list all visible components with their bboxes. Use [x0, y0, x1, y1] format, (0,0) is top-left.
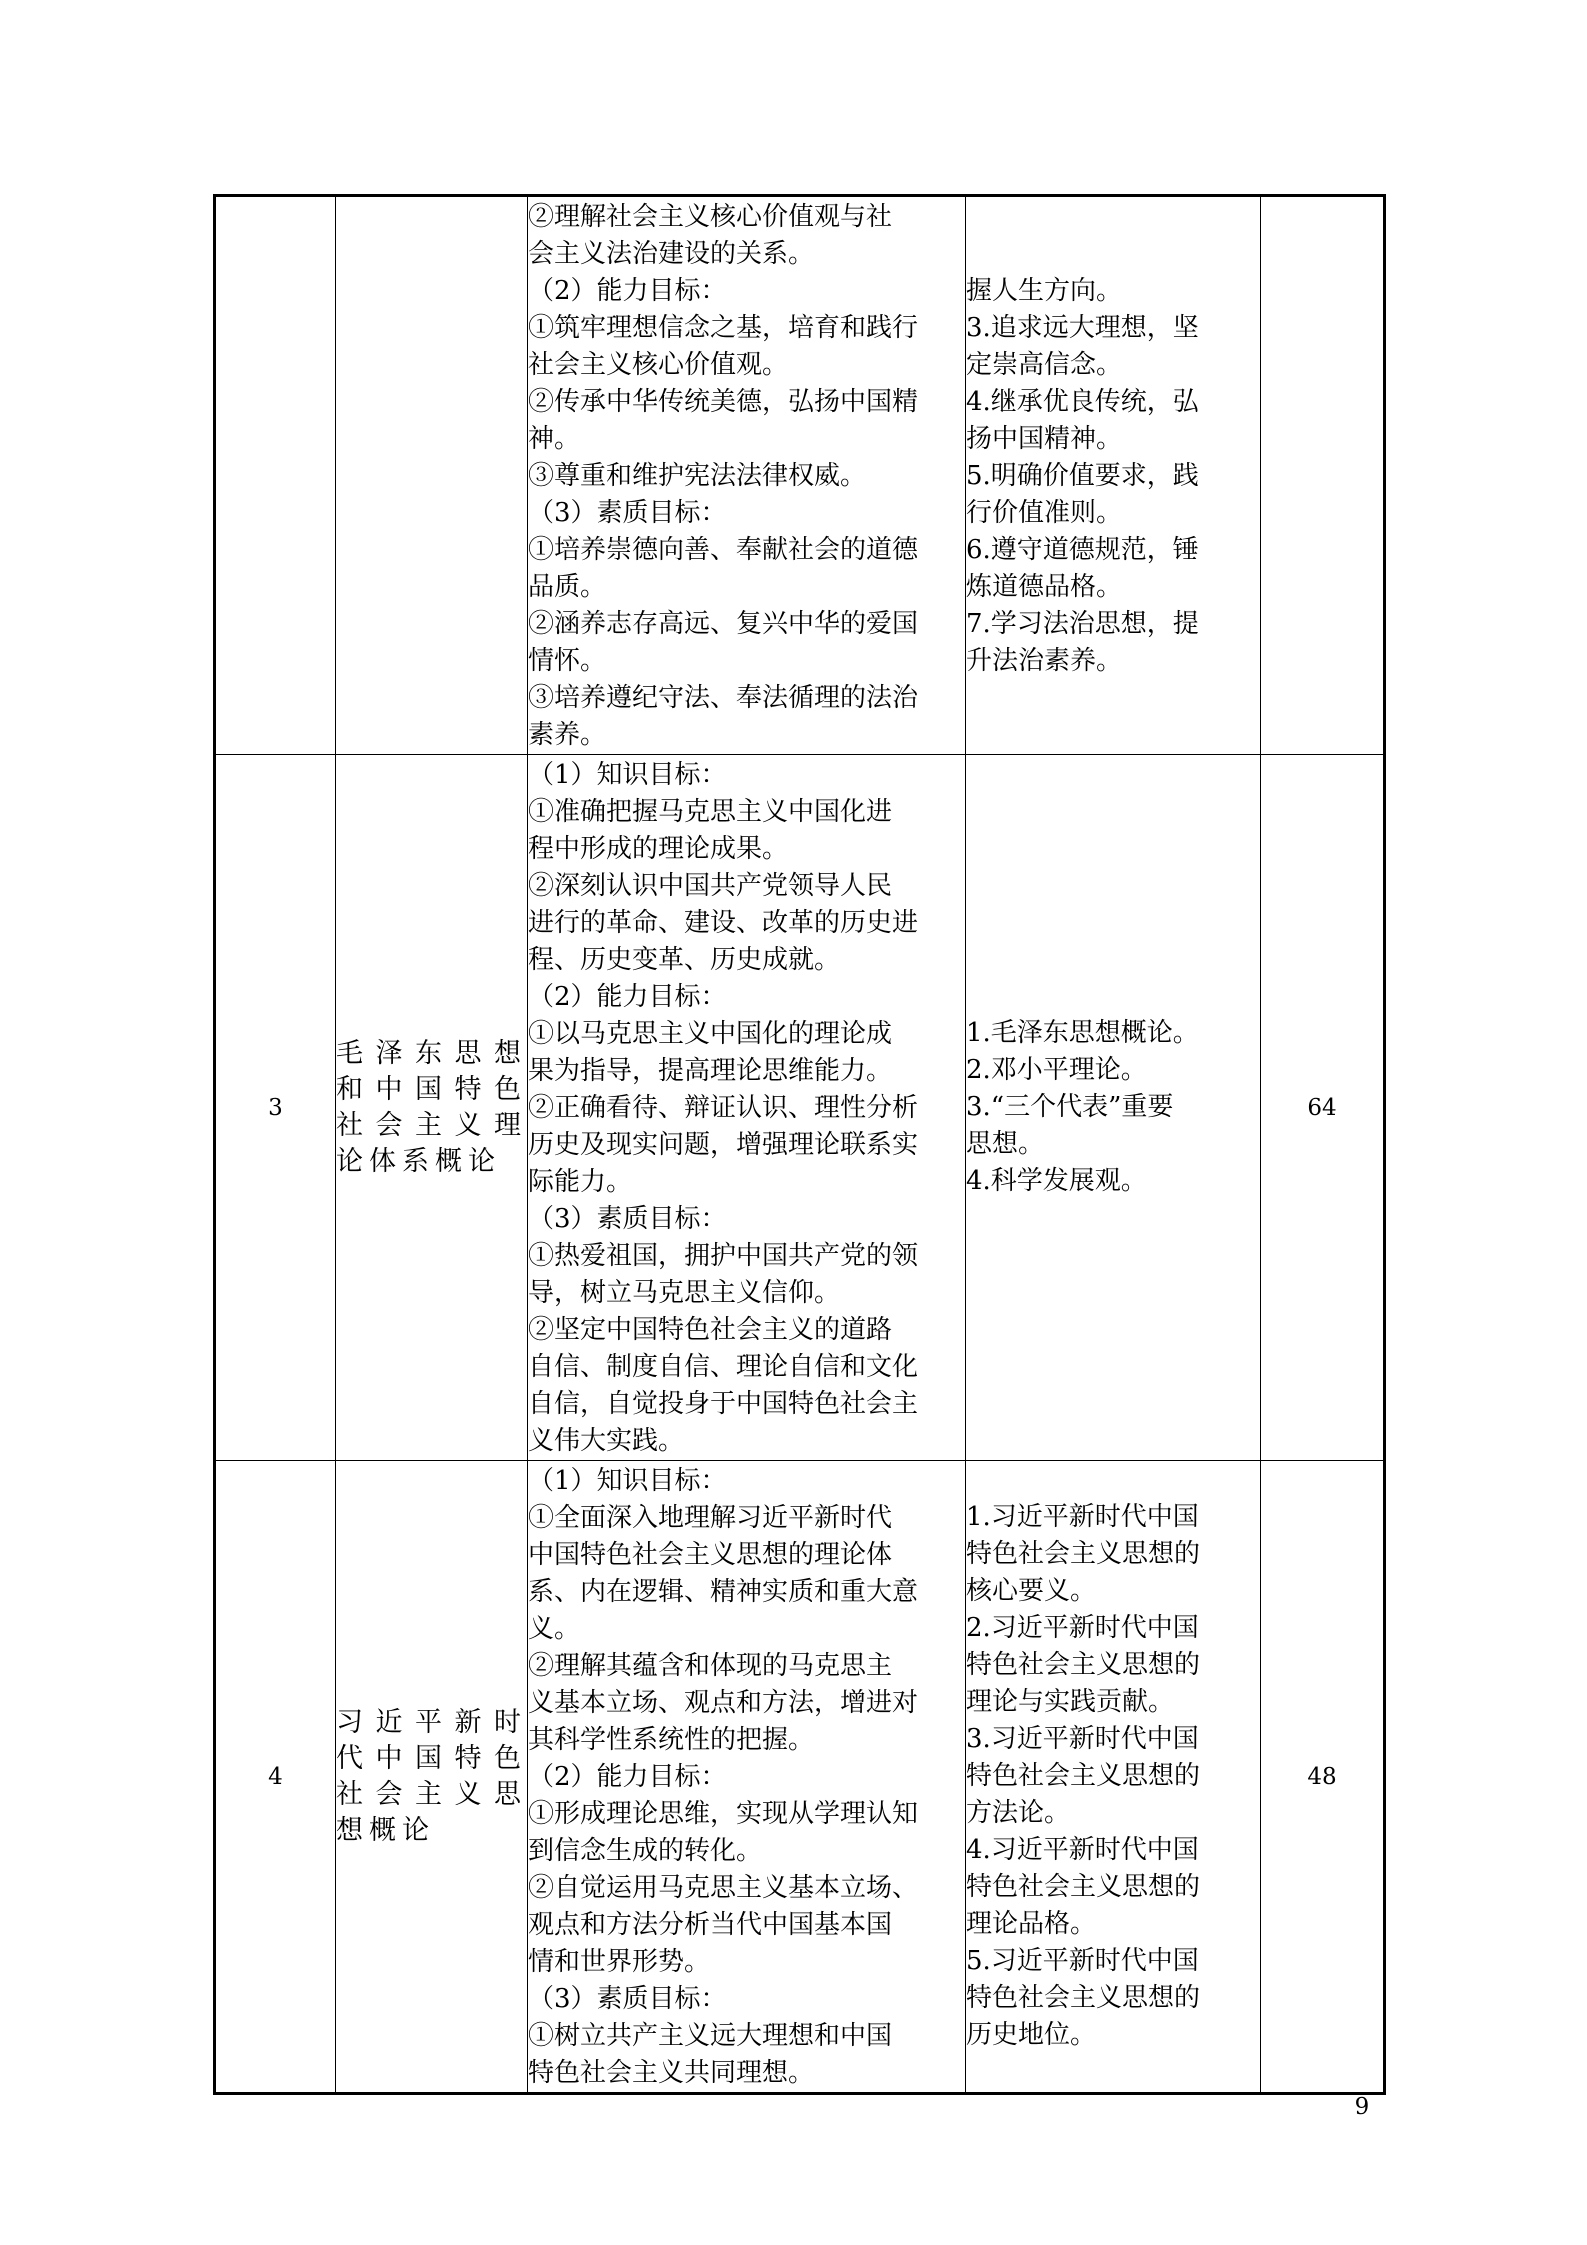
- goal-line: ①以马克思主义中国化的理论成: [528, 1019, 893, 1049]
- content-line: 3.追求远大理想，坚: [966, 313, 1199, 343]
- goal-line: 神。: [528, 424, 581, 454]
- goal-line: 进行的革命、建设、改革的历史进: [528, 908, 919, 938]
- course-goals-cell: [528, 755, 966, 1461]
- course-goals-cell: [528, 196, 966, 755]
- course-name-cell: [336, 196, 528, 755]
- goal-line: 义伟大实践。: [528, 1426, 685, 1456]
- goal-line: ①树立共产主义远大理想和中国: [528, 2021, 893, 2051]
- goal-line: ②涵养志存高远、复兴中华的爱国: [528, 609, 919, 639]
- content-line: 4.继承优良传统，弘: [966, 387, 1199, 417]
- content-line: 特色社会主义思想的: [966, 1983, 1201, 2013]
- content-line: 思想。: [966, 1129, 1045, 1159]
- goal-line: 社会主义核心价值观。: [528, 350, 789, 380]
- content-line: 4.科学发展观。: [966, 1166, 1147, 1196]
- goal-line: 程中形成的理论成果。: [528, 834, 789, 864]
- course-name-cell: 毛泽东思想和中国特色社会主义理论体系概论: [336, 755, 528, 1461]
- goal-line: ①全面深入地理解习近平新时代: [528, 1503, 893, 1533]
- goal-line: 品质。: [528, 572, 607, 602]
- content-line: 5.明确价值要求，践: [966, 461, 1199, 491]
- course-number-cell: 3: [215, 755, 336, 1461]
- goal-line: 义。: [528, 1614, 581, 1644]
- goal-line: ②正确看待、辩证认识、理性分析: [528, 1093, 919, 1123]
- course-hours-cell: [1261, 196, 1385, 755]
- content-line: 1.毛泽东思想概论。: [966, 1018, 1199, 1048]
- content-line: 定崇高信念。: [966, 350, 1123, 380]
- content-line: 特色社会主义思想的: [966, 1539, 1201, 1569]
- goal-line: 到信念生成的转化。: [528, 1836, 763, 1866]
- goal-line: 果为指导，提高理论思维能力。: [528, 1056, 893, 1086]
- course-content-cell: [966, 1461, 1261, 2094]
- goal-line: （1）知识目标：: [528, 760, 727, 790]
- goal-line: 程、历史变革、历史成就。: [528, 945, 841, 975]
- content-line: 理论品格。: [966, 1909, 1097, 1939]
- goal-line: 历史及现实问题，增强理论联系实: [528, 1130, 919, 1160]
- goal-line: ③尊重和维护宪法法律权威。: [528, 461, 867, 491]
- goal-line: 中国特色社会主义思想的理论体: [528, 1540, 893, 1570]
- course-name-cell: 习近平新时代中国特色社会主义思想概论: [336, 1461, 528, 2094]
- goal-line: 其科学性系统性的把握。: [528, 1725, 815, 1755]
- content-line: 特色社会主义思想的: [966, 1872, 1201, 1902]
- goal-line: ②自觉运用马克思主义基本立场、: [528, 1873, 919, 1903]
- goal-line: 情怀。: [528, 646, 607, 676]
- course-number-cell: 4: [215, 1461, 336, 2094]
- goal-line: ①热爱祖国，拥护中国共产党的领: [528, 1241, 919, 1271]
- goal-line: （2）能力目标：: [528, 1762, 727, 1792]
- content-line: 特色社会主义思想的: [966, 1650, 1201, 1680]
- goal-line: 特色社会主义共同理想。: [528, 2058, 815, 2088]
- course-hours-cell: 64: [1261, 755, 1385, 1461]
- course-hours-cell: 48: [1261, 1461, 1385, 2094]
- content-line: 升法治素养。: [966, 646, 1123, 676]
- content-line: 历史地位。: [966, 2020, 1097, 2050]
- table-row: [215, 196, 1385, 755]
- content-line: 方法论。: [966, 1798, 1071, 1828]
- page-number: 9: [1354, 2094, 1370, 2120]
- table-row: [215, 1461, 1385, 2094]
- content-line: 2.邓小平理论。: [966, 1055, 1147, 1085]
- goal-line: ①准确把握马克思主义中国化进: [528, 797, 893, 827]
- goal-line: 自信、制度自信、理论自信和文化: [528, 1352, 919, 1382]
- course-content-cell: [966, 196, 1261, 755]
- goal-line: 际能力。: [528, 1167, 633, 1197]
- table-row: [215, 755, 1385, 1461]
- content-line: 2.习近平新时代中国: [966, 1613, 1199, 1643]
- goal-line: ②传承中华传统美德，弘扬中国精: [528, 387, 919, 417]
- goal-line: 自信，自觉投身于中国特色社会主: [528, 1389, 919, 1419]
- goal-line: ①培养崇德向善、奉献社会的道德: [528, 535, 919, 565]
- goal-line: 导，树立马克思主义信仰。: [528, 1278, 841, 1308]
- content-line: 理论与实践贡献。: [966, 1687, 1175, 1717]
- content-line: 4.习近平新时代中国: [966, 1835, 1199, 1865]
- goal-line: ②坚定中国特色社会主义的道路: [528, 1315, 893, 1345]
- goal-line: （2）能力目标：: [528, 982, 727, 1012]
- goal-line: 情和世界形势。: [528, 1947, 711, 1977]
- goal-line: ②深刻认识中国共产党领导人民: [528, 871, 893, 901]
- content-line: 1.习近平新时代中国: [966, 1502, 1199, 1532]
- goal-line: 会主义法治建设的关系。: [528, 239, 815, 269]
- course-goals-cell: [528, 1461, 966, 2094]
- goal-line: 义基本立场、观点和方法，增进对: [528, 1688, 919, 1718]
- goal-line: ①筑牢理想信念之基，培育和践行: [528, 313, 919, 343]
- goal-line: 观点和方法分析当代中国基本国: [528, 1910, 893, 1940]
- goal-line: ①形成理论思维，实现从学理认知: [528, 1799, 919, 1829]
- goal-line: （3）素质目标：: [528, 1204, 727, 1234]
- content-line: 5.习近平新时代中国: [966, 1946, 1199, 1976]
- content-line: 特色社会主义思想的: [966, 1761, 1201, 1791]
- content-line: 扬中国精神。: [966, 424, 1123, 454]
- content-line: 6.遵守道德规范，锤: [966, 535, 1199, 565]
- content-line: 3.习近平新时代中国: [966, 1724, 1199, 1754]
- course-content-cell: [966, 755, 1261, 1461]
- content-line: 炼道德品格。: [966, 572, 1123, 602]
- goal-line: 素养。: [528, 720, 607, 750]
- goal-line: （3）素质目标：: [528, 498, 727, 528]
- goal-line: （3）素质目标：: [528, 1984, 727, 2014]
- goal-line: ②理解社会主义核心价值观与社: [528, 202, 893, 232]
- goal-line: （2）能力目标：: [528, 276, 727, 306]
- content-line: 3.“三个代表”重要: [966, 1092, 1174, 1122]
- goal-line: ③培养遵纪守法、奉法循理的法治: [528, 683, 919, 713]
- goal-line: ②理解其蕴含和体现的马克思主: [528, 1651, 893, 1681]
- course-number-cell: [215, 196, 336, 755]
- content-line: 7.学习法治思想，提: [966, 609, 1199, 639]
- goal-line: （1）知识目标：: [528, 1466, 727, 1496]
- content-line: 行价值准则。: [966, 498, 1123, 528]
- goal-line: 系、内在逻辑、精神实质和重大意: [528, 1577, 919, 1607]
- curriculum-table: [213, 194, 1386, 2095]
- content-line: 核心要义。: [966, 1576, 1097, 1606]
- content-line: 握人生方向。: [966, 276, 1123, 306]
